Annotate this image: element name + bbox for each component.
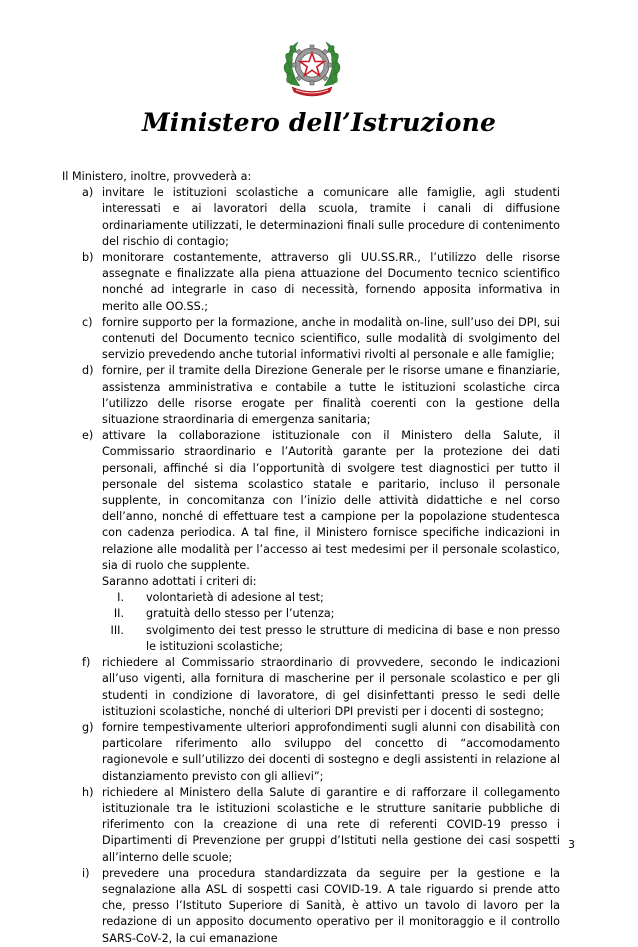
criteria-item xyxy=(102,623,560,655)
criteria-text: gratuità dello stesso per l’utenza; xyxy=(146,607,335,621)
document-body xyxy=(62,169,560,947)
intro-paragraph: Il Ministero, inoltre, provvederà a: xyxy=(62,170,252,183)
list-item-text: attivare la collaborazione istituzionale con il Ministero della Salute, il Commissario straordinario e l’Autorità garante per la protezione dei dati personali, affinché si dia l’opportunità di svolgere test diagnostici per tutto il personale del sistema scolastico statale e paritario, incluso il personale supplente, in concomitanza con l’inizio delle attività didattiche e nel corso dell’anno, nonché di effettuare test a campione per la popolazione studentesca con cadenza periodica. A tal fine, il Ministero fornisce specifiche indicazioni in relazione alle modalità per l’accesso ai test medesimi per il personale scolastico, sia di ruolo che supplente. xyxy=(102,429,560,572)
list-item-text: fornire supporto per la formazione, anche in modalità on-line, sull’uso dei DPI, sui contenuti del Documento tecnico scientifico, sulle modalità di svolgimento del servizio prevedendo anche tutorial informativi rivolti al personale e alle famiglie; xyxy=(102,315,560,362)
list-item xyxy=(62,363,560,428)
list-marker: i) xyxy=(82,866,90,880)
list-item xyxy=(62,428,560,655)
list-item xyxy=(62,250,560,315)
list-marker: d) xyxy=(82,364,94,378)
list-item-text: invitare le istituzioni scolastiche a comunicare alle famiglie, agli studenti interessati e ai lavoratori della scuola, tramite i canali di diffusione ordinariamente utilizzati, le determinazioni finali sulle procedure di contenimento del rischio di contagio; xyxy=(102,186,560,248)
list-item xyxy=(62,866,560,947)
list-item xyxy=(62,655,560,720)
list-marker: h) xyxy=(82,785,94,799)
page-number: 3 xyxy=(568,838,575,851)
criteria-marker: I. xyxy=(117,591,124,605)
list-marker: a) xyxy=(82,186,94,200)
list-item xyxy=(62,185,560,250)
criteria-marker: II. xyxy=(113,607,124,621)
list-item-text: richiedere al Ministero della Salute di garantire e di rafforzare il collegamento istituzionale tra le istituzioni scolastiche e le strutture sanitarie pubbliche di riferimento con la creazione di una rete di referenti COVID-19 presso i Dipartimenti di Prevenzione per gruppi d’Istituti nella gestione dei casi sospetti all’interno delle scuole; xyxy=(102,785,560,864)
measures-list xyxy=(62,185,560,947)
list-marker: g) xyxy=(82,720,94,734)
list-item xyxy=(62,785,560,866)
criteria-item xyxy=(102,606,560,622)
criteria-text: svolgimento dei test presso le strutture di medicina di base e non presso le istituzioni scolastiche; xyxy=(146,623,560,653)
criteria-intro: Saranno adottati i criteri di: xyxy=(102,575,257,589)
criteria-text: volontarietà di adesione al test; xyxy=(146,591,324,605)
list-item-text: fornire, per il tramite della Direzione Generale per le risorse umane e finanziarie, assistenza amministrativa e contabile a tutte le istituzioni scolastiche circa l’utilizzo delle risorse erogate per finalità coerenti con la gestione della situazione straordinaria di emergenza sanitaria; xyxy=(102,364,560,427)
list-item-text: fornire tempestivamente ulteriori approfondimenti sugli alunni con disabilità con particolare riferimento allo sviluppo del concetto di “accomodamento ragionevole e sull’utilizzo dei docenti di sostegno e degli assistenti in relazione al distanziamento previsto con gli allievi”; xyxy=(102,720,560,783)
list-marker: e) xyxy=(82,429,94,443)
list-item-text: monitorare costantemente, attraverso gli UU.SS.RR., l’utilizzo delle risorse assegnate e finalizzate alla piena attuazione del Documento tecnico scientifico nonché ad integrarle in caso di necessità, fornendo apposita informativa in merito alle OO.SS.; xyxy=(102,251,560,313)
criteria-list xyxy=(102,590,560,655)
list-marker: f) xyxy=(82,656,91,670)
list-item xyxy=(62,315,560,364)
italian-republic-emblem-icon xyxy=(280,34,344,102)
criteria-marker: III. xyxy=(110,623,124,637)
ministry-name: Ministero dell’Istruzione xyxy=(141,108,497,137)
list-item xyxy=(62,720,560,785)
list-marker: c) xyxy=(82,315,93,329)
list-marker: b) xyxy=(82,251,94,265)
list-item-text: richiedere al Commissario straordinario di provvedere, secondo le indicazioni all’uso vigenti, alla fornitura di mascherine per il personale scolastico e per gli studenti in condizione di lavoratore, di gel disinfettanti presso le sedi delle istituzioni scolastiche, nonché di ulteriori DPI previsti per i docenti di sostegno; xyxy=(102,656,560,718)
criteria-item xyxy=(102,590,560,606)
list-item-text: prevedere una procedura standardizzata da seguire per la gestione e la segnalazione alla ASL di sospetti casi COVID-19. A tale riguardo si prende atto che, presso l’Istituto Superiore di Sanità, è attivo un tavolo di lavoro per la redazione di un apposito documento operativo per il monitoraggio e il controllo SARS-CoV-2, la cui emanazione xyxy=(102,866,560,945)
